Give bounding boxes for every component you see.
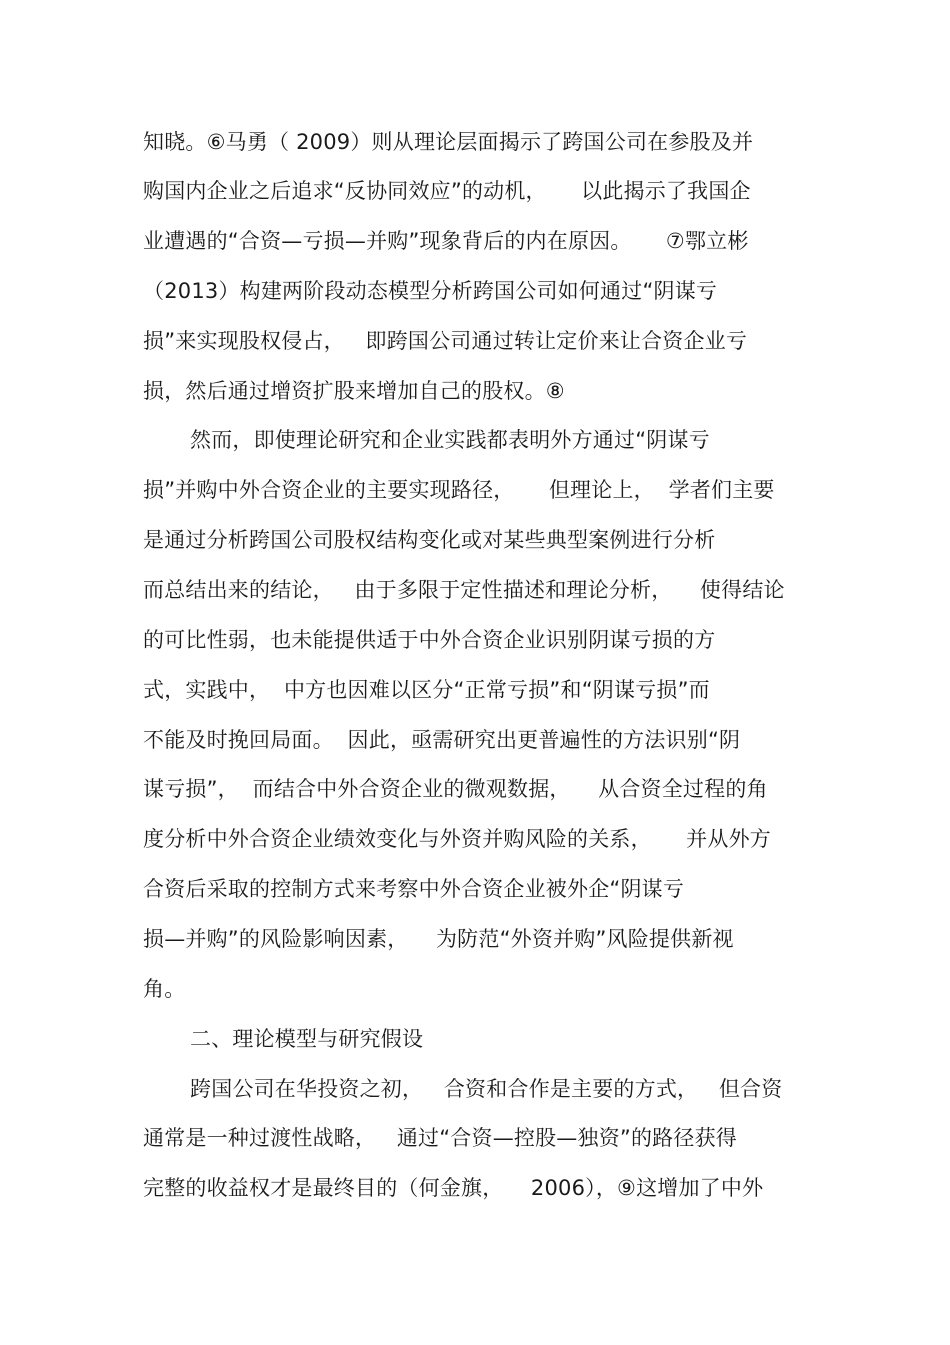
text-line: 损—并购”的风险影响因素， 为防范“外资并购”风险提供新视 (143, 927, 734, 951)
text-line: 而总结出来的结论， 由于多限于定性描述和理论分析， 使得结论 (143, 578, 785, 602)
text-line: 的可比性弱，也未能提供适于中外合资企业识别阴谋亏损的方 (143, 628, 716, 652)
text-line: 损”来实现股权侵占， 即跨国公司通过转让定价来让合资企业亏 (143, 329, 748, 353)
text-line: 完整的收益权才是最终目的（何金旗， 2006），⑨这增加了中外 (143, 1176, 764, 1200)
text-line: 合资后采取的控制方式来考察中外合资企业被外企“阴谋亏 (143, 877, 685, 901)
text-line: 不能及时挽回局面。 因此，亟需研究出更普遍性的方法识别“阴 (143, 728, 741, 752)
text-line: 是通过分析跨国公司股权结构变化或对某些典型案例进行分析 (143, 528, 716, 552)
section-heading: 二、理论模型与研究假设 (190, 1027, 424, 1051)
text-line: 知晓。⑥马勇（ 2009）则从理论层面揭示了跨国公司在参股及并 (143, 130, 754, 154)
text-line: 谋亏损”， 而结合中外合资企业的微观数据， 从合资全过程的角 (143, 777, 768, 801)
text-line: 式，实践中， 中方也因难以区分“正常亏损”和“阴谋亏损”而 (143, 678, 710, 702)
text-line: （2013）构建两阶段动态模型分析跨国公司如何通过“阴谋亏 (143, 279, 718, 303)
paragraph-first-line: 跨国公司在华投资之初， 合资和合作是主要的方式， 但合资 (190, 1077, 783, 1101)
text-line: 角。 (143, 977, 186, 1001)
text-line: 损”并购中外合资企业的主要实现路径， 但理论上， 学者们主要 (143, 478, 775, 502)
text-line: 通常是一种过渡性战略， 通过“合资—控股—独资”的路径获得 (143, 1126, 737, 1150)
paragraph-first-line: 然而，即使理论研究和企业实践都表明外方通过“阴谋亏 (190, 428, 710, 452)
text-line: 度分析中外合资企业绩效变化与外资并购风险的关系， 并从外方 (143, 827, 771, 851)
text-line: 业遭遇的“合资—亏损—并购”现象背后的内在原因。 ⑦鄂立彬 (143, 229, 749, 253)
text-line: 购国内企业之后追求“反协同效应”的动机， 以此揭示了我国企 (143, 179, 751, 203)
text-line: 损，然后通过增资扩股来增加自己的股权。⑧ (143, 379, 565, 403)
